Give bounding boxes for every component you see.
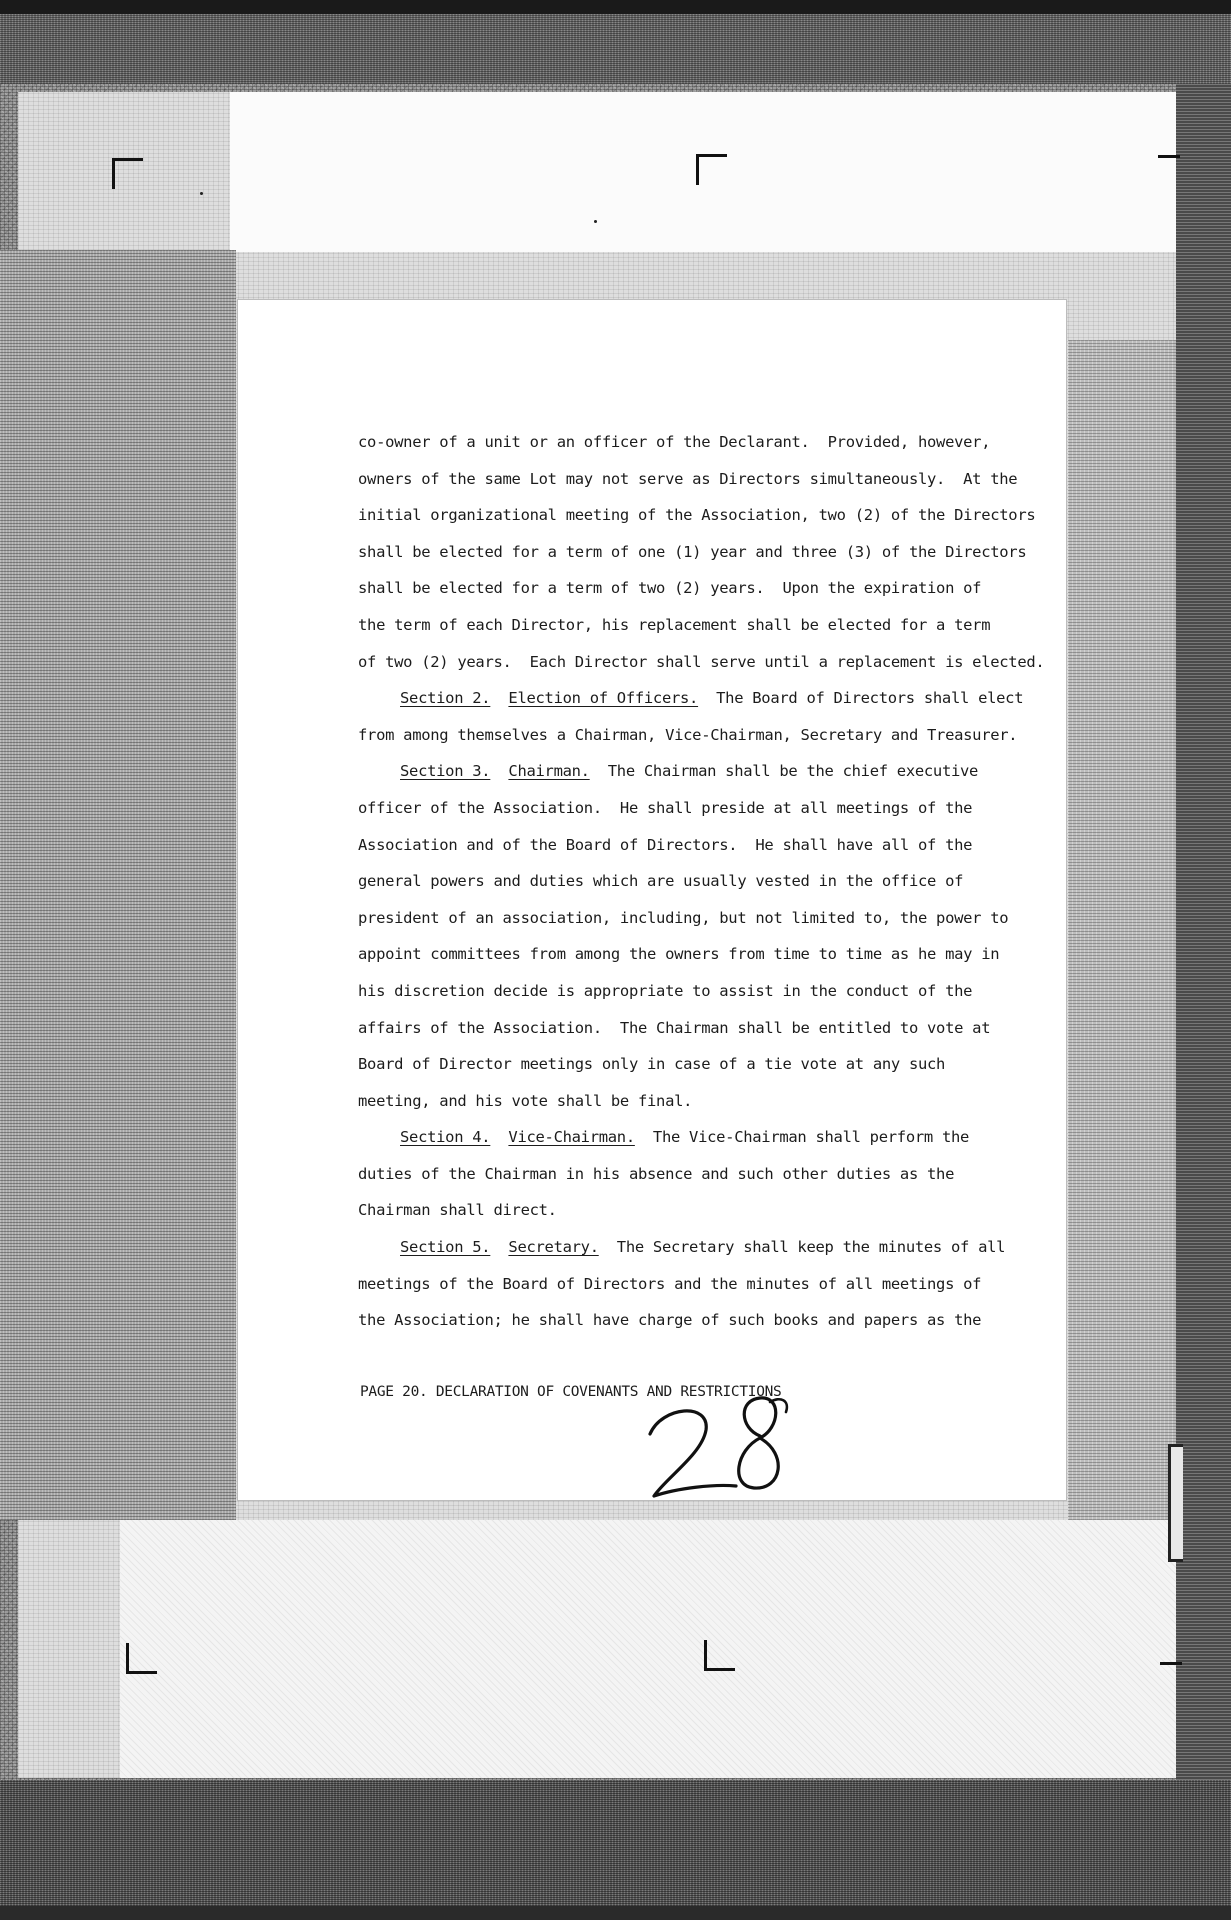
text-run: co-owner of a unit or an officer of the Declarant. Provided, however, — [358, 433, 991, 451]
text-run: the Association; he shall have charge of such books and papers as the — [358, 1311, 982, 1330]
text-run: meetings of the Board of Directors and the minutes of all meetings of — [358, 1274, 982, 1293]
section-heading: Secretary. — [508, 1238, 599, 1257]
text-run: duties of the Chairman in his absence and such other duties as the — [358, 1164, 955, 1183]
right-margin-noise — [1068, 340, 1176, 1520]
text-run: initial organizational meeting of the Association, two (2) of the Directors — [358, 506, 1036, 525]
text-run: shall be elected for a term of two (2) years. Upon the expiration of — [358, 579, 982, 598]
crop-mark-bottom-center — [704, 1640, 735, 1671]
text-line — [358, 863, 998, 900]
text-run — [490, 762, 508, 780]
scan-bottom-edge — [0, 1906, 1231, 1920]
outer-sheet-bottom-area — [120, 1520, 1176, 1778]
text-line — [358, 973, 998, 1010]
text-run: general powers and duties which are usually vested in the office of — [358, 872, 964, 891]
crop-mark-bottom-right — [1160, 1662, 1182, 1693]
text-line — [358, 1229, 1006, 1266]
crop-mark-top-center — [696, 154, 727, 185]
text-line — [358, 1156, 998, 1193]
text-line — [358, 717, 1018, 754]
text-line — [358, 936, 998, 973]
text-line — [358, 497, 1036, 534]
text-run: meeting, and his vote shall be final. — [358, 1091, 693, 1110]
scan-bottom-noise-strip — [0, 1780, 1231, 1906]
text-line — [358, 1266, 998, 1303]
text-line — [358, 1302, 998, 1339]
section-heading: Section 5. — [400, 1238, 491, 1257]
section-heading: Section 2. — [400, 689, 491, 708]
scan-right-edge — [1176, 84, 1231, 1780]
scan-top-edge — [0, 0, 1231, 14]
text-line — [358, 1046, 998, 1083]
scan-top-noise-strip — [0, 14, 1231, 84]
text-run: appoint committees from among the owners from time to time as he may in — [358, 945, 1000, 964]
text-run: owners of the same Lot may not serve as Directors simultaneously. At the — [358, 469, 1018, 488]
speck — [594, 220, 597, 223]
text-run: The Board of Directors shall elect — [698, 689, 1024, 708]
crop-mark-bottom-left — [126, 1643, 157, 1674]
text-run: the term of each Director, his replacement shall be elected for a term — [358, 615, 991, 634]
text-line — [358, 424, 998, 461]
text-run: affairs of the Association. The Chairman shall be entitled to vote at — [358, 1018, 991, 1037]
text-run — [490, 1128, 508, 1146]
text-line — [358, 1192, 998, 1229]
text-line — [358, 900, 1009, 937]
handwritten-page-number — [648, 1392, 798, 1502]
text-line — [358, 790, 998, 827]
page-footer: PAGE 20. DECLARATION OF COVENANTS AND RESTRICTIONS — [360, 1384, 782, 1400]
text-run: shall be elected for a term of one (1) year and three (3) of the Directors — [358, 542, 1027, 561]
section-heading: Section 3. — [400, 762, 491, 781]
left-margin-noise — [0, 250, 236, 1520]
section-heading: Chairman. — [508, 762, 590, 781]
text-line — [358, 607, 998, 644]
text-run: president of an association, including, but not limited to, the power to — [358, 908, 1009, 927]
text-run: The Vice-Chairman shall perform the — [634, 1128, 970, 1147]
document-body — [358, 424, 1045, 1339]
text-run: officer of the Association. He shall preside at all meetings of the — [358, 798, 973, 817]
text-run: his discretion decide is appropriate to assist in the conduct of the — [358, 981, 973, 1000]
text-line — [358, 827, 998, 864]
crop-mark-top-left — [112, 158, 143, 189]
text-run — [490, 1238, 508, 1256]
text-run: Board of Director meetings only in case of a tie vote at any such — [358, 1055, 946, 1074]
right-edge-bracket — [1168, 1444, 1183, 1562]
text-line — [358, 753, 998, 790]
text-line — [358, 644, 1045, 681]
text-run: from among themselves a Chairman, Vice-Chairman, Secretary and Treasurer. — [358, 725, 1018, 744]
text-line — [358, 570, 998, 607]
text-run: The Secretary shall keep the minutes of all — [598, 1238, 1006, 1257]
text-line — [358, 1119, 998, 1156]
text-run: Association and of the Board of Directors. He shall have all of the — [358, 835, 973, 854]
text-line — [358, 1083, 998, 1120]
text-run: Chairman shall direct. — [358, 1201, 557, 1220]
section-heading: Section 4. — [400, 1128, 491, 1147]
text-run: of two (2) years. Each Director shall serve until a replacement is elected. — [358, 652, 1045, 671]
section-heading: Vice-Chairman. — [508, 1128, 635, 1147]
section-heading: Election of Officers. — [508, 689, 699, 708]
text-run: The Chairman shall be the chief executive — [589, 762, 979, 781]
text-line — [358, 1010, 998, 1047]
speck — [200, 192, 203, 195]
crop-mark-top-right — [1158, 155, 1180, 186]
text-line — [358, 461, 1018, 498]
text-run — [490, 689, 508, 707]
text-line — [358, 680, 1024, 717]
text-line — [358, 534, 1027, 571]
